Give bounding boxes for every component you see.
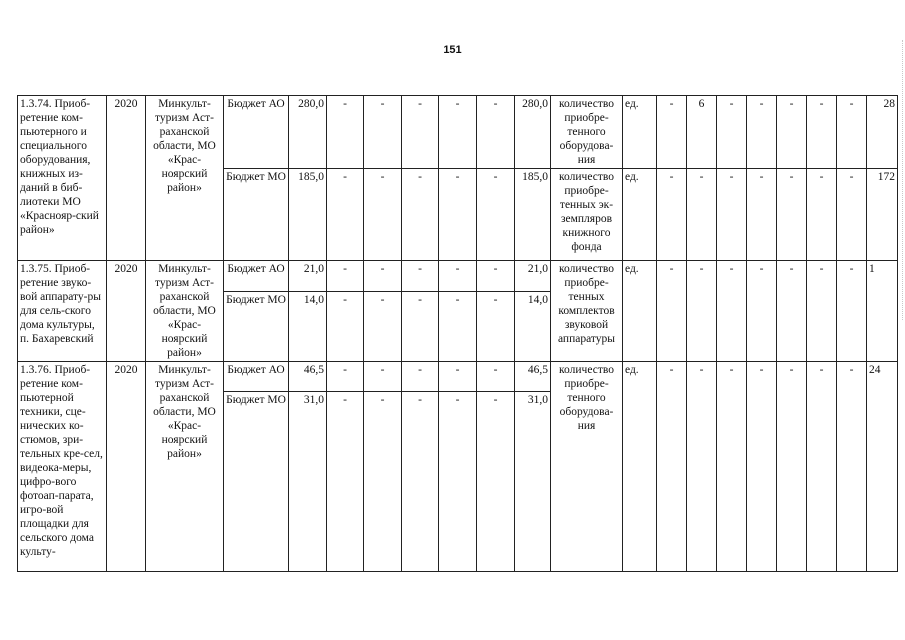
- indicator-value-cell: 1: [867, 261, 898, 362]
- year-value-cell: -: [364, 291, 402, 361]
- year-cell: 2020: [107, 362, 146, 572]
- source-cell: Бюджет МО: [224, 291, 289, 361]
- indicator-cell: количество приобре-тенных эк-земпляров книжного фонда: [551, 169, 623, 261]
- year-value-cell: 21,0: [515, 261, 551, 292]
- year-value-cell: -: [477, 261, 515, 292]
- year-value-cell: -: [402, 291, 439, 361]
- year-value-cell: -: [402, 96, 439, 169]
- indicator-value-cell: -: [687, 261, 717, 362]
- indicator-value-cell: -: [657, 261, 687, 362]
- executor-cell: Минкульт-туризм Аст-раханской области, МО «Крас-ноярский район»: [146, 96, 224, 261]
- indicator-value-cell: -: [837, 261, 867, 362]
- indicator-value-cell: -: [717, 96, 747, 169]
- indicator-cell: количество приобре-тенного оборудова-ния: [551, 362, 623, 572]
- indicator-value-cell: -: [777, 362, 807, 572]
- total-cell: 21,0: [289, 261, 327, 292]
- page-number: 151: [443, 44, 462, 56]
- total-cell: 185,0: [289, 169, 327, 261]
- indicator-value-cell: 24: [867, 362, 898, 572]
- year-value-cell: -: [402, 169, 439, 261]
- indicator-value-cell: -: [837, 169, 867, 261]
- year-value-cell: 185,0: [515, 169, 551, 261]
- year-value-cell: -: [477, 291, 515, 361]
- year-value-cell: 280,0: [515, 96, 551, 169]
- indicator-value-cell: -: [837, 362, 867, 572]
- indicator-value-cell: -: [807, 169, 837, 261]
- source-cell: Бюджет АО: [224, 362, 289, 392]
- source-cell: Бюджет МО: [224, 169, 289, 261]
- total-cell: 14,0: [289, 291, 327, 361]
- indicator-value-cell: 28: [867, 96, 898, 169]
- year-value-cell: 31,0: [515, 392, 551, 572]
- executor-cell: Минкульт-туризм Аст-раханской области, МО «Крас-ноярский район»: [146, 362, 224, 572]
- year-value-cell: -: [327, 96, 364, 169]
- source-cell: Бюджет АО: [224, 96, 289, 169]
- year-value-cell: -: [477, 169, 515, 261]
- total-cell: 31,0: [289, 392, 327, 572]
- year-value-cell: -: [402, 362, 439, 392]
- year-value-cell: -: [402, 261, 439, 292]
- indicator-value-cell: 172: [867, 169, 898, 261]
- unit-cell: ед.: [623, 96, 657, 169]
- indicator-value-cell: -: [807, 362, 837, 572]
- indicator-value-cell: -: [717, 169, 747, 261]
- year-value-cell: -: [364, 169, 402, 261]
- measure-name: 1.3.75. Приоб-ретение звуко-вой аппарату-ры для сель-ского дома культуры, п. Бахаревский: [18, 261, 107, 362]
- year-value-cell: -: [439, 392, 477, 572]
- indicator-value-cell: -: [657, 362, 687, 572]
- year-value-cell: -: [402, 392, 439, 572]
- indicator-value-cell: 6: [687, 96, 717, 169]
- measure-name: 1.3.76. Приоб-ретение ком-пьютерной техники, сце-нических ко-стюмов, зри-тельных кре-сел, видеока-меры, цифро-вого фотоап-парата, игро-вой площадки для сельского дома культу-: [18, 362, 107, 572]
- year-cell: 2020: [107, 261, 146, 362]
- indicator-value-cell: -: [777, 169, 807, 261]
- table-row: [18, 96, 898, 169]
- indicator-value-cell: -: [807, 261, 837, 362]
- scan-artifact: [900, 40, 903, 320]
- indicator-value-cell: -: [687, 362, 717, 572]
- indicator-cell: количество приобре-тенных комплектов звуковой аппаратуры: [551, 261, 623, 362]
- source-cell: Бюджет АО: [224, 261, 289, 292]
- indicator-cell: количество приобре-тенного оборудова-ния: [551, 96, 623, 169]
- table-row: [18, 261, 898, 292]
- executor-cell: Минкульт-туризм Аст-раханской области, МО «Крас-ноярский район»: [146, 261, 224, 362]
- total-cell: 46,5: [289, 362, 327, 392]
- year-value-cell: -: [439, 261, 477, 292]
- indicator-value-cell: -: [807, 96, 837, 169]
- year-value-cell: -: [327, 169, 364, 261]
- year-value-cell: -: [439, 291, 477, 361]
- table-row: [18, 362, 898, 392]
- year-value-cell: -: [364, 96, 402, 169]
- year-value-cell: -: [439, 96, 477, 169]
- indicator-value-cell: -: [717, 362, 747, 572]
- indicator-value-cell: -: [687, 169, 717, 261]
- year-value-cell: -: [327, 362, 364, 392]
- unit-cell: ед.: [623, 169, 657, 261]
- year-cell: 2020: [107, 96, 146, 261]
- indicator-value-cell: -: [657, 169, 687, 261]
- budget-table: [17, 95, 898, 572]
- indicator-value-cell: -: [747, 169, 777, 261]
- unit-cell: ед.: [623, 261, 657, 362]
- measure-name: 1.3.74. Приоб-ретение ком-пьютерного и специального оборудования, книжных из-даний в биб-лиотеки МО «Краснояр-ский район»: [18, 96, 107, 261]
- year-value-cell: -: [364, 362, 402, 392]
- year-value-cell: -: [364, 261, 402, 292]
- indicator-value-cell: -: [777, 96, 807, 169]
- total-cell: 280,0: [289, 96, 327, 169]
- year-value-cell: -: [477, 362, 515, 392]
- indicator-value-cell: -: [747, 261, 777, 362]
- indicator-value-cell: -: [657, 96, 687, 169]
- indicator-value-cell: -: [747, 96, 777, 169]
- unit-cell: ед.: [623, 362, 657, 572]
- year-value-cell: -: [327, 261, 364, 292]
- year-value-cell: -: [327, 392, 364, 572]
- year-value-cell: 46,5: [515, 362, 551, 392]
- year-value-cell: -: [439, 362, 477, 392]
- year-value-cell: -: [327, 291, 364, 361]
- year-value-cell: -: [439, 169, 477, 261]
- indicator-value-cell: -: [777, 261, 807, 362]
- indicator-value-cell: -: [747, 362, 777, 572]
- indicator-value-cell: -: [717, 261, 747, 362]
- year-value-cell: -: [477, 96, 515, 169]
- source-cell: Бюджет МО: [224, 392, 289, 572]
- year-value-cell: -: [477, 392, 515, 572]
- indicator-value-cell: -: [837, 96, 867, 169]
- year-value-cell: 14,0: [515, 291, 551, 361]
- year-value-cell: -: [364, 392, 402, 572]
